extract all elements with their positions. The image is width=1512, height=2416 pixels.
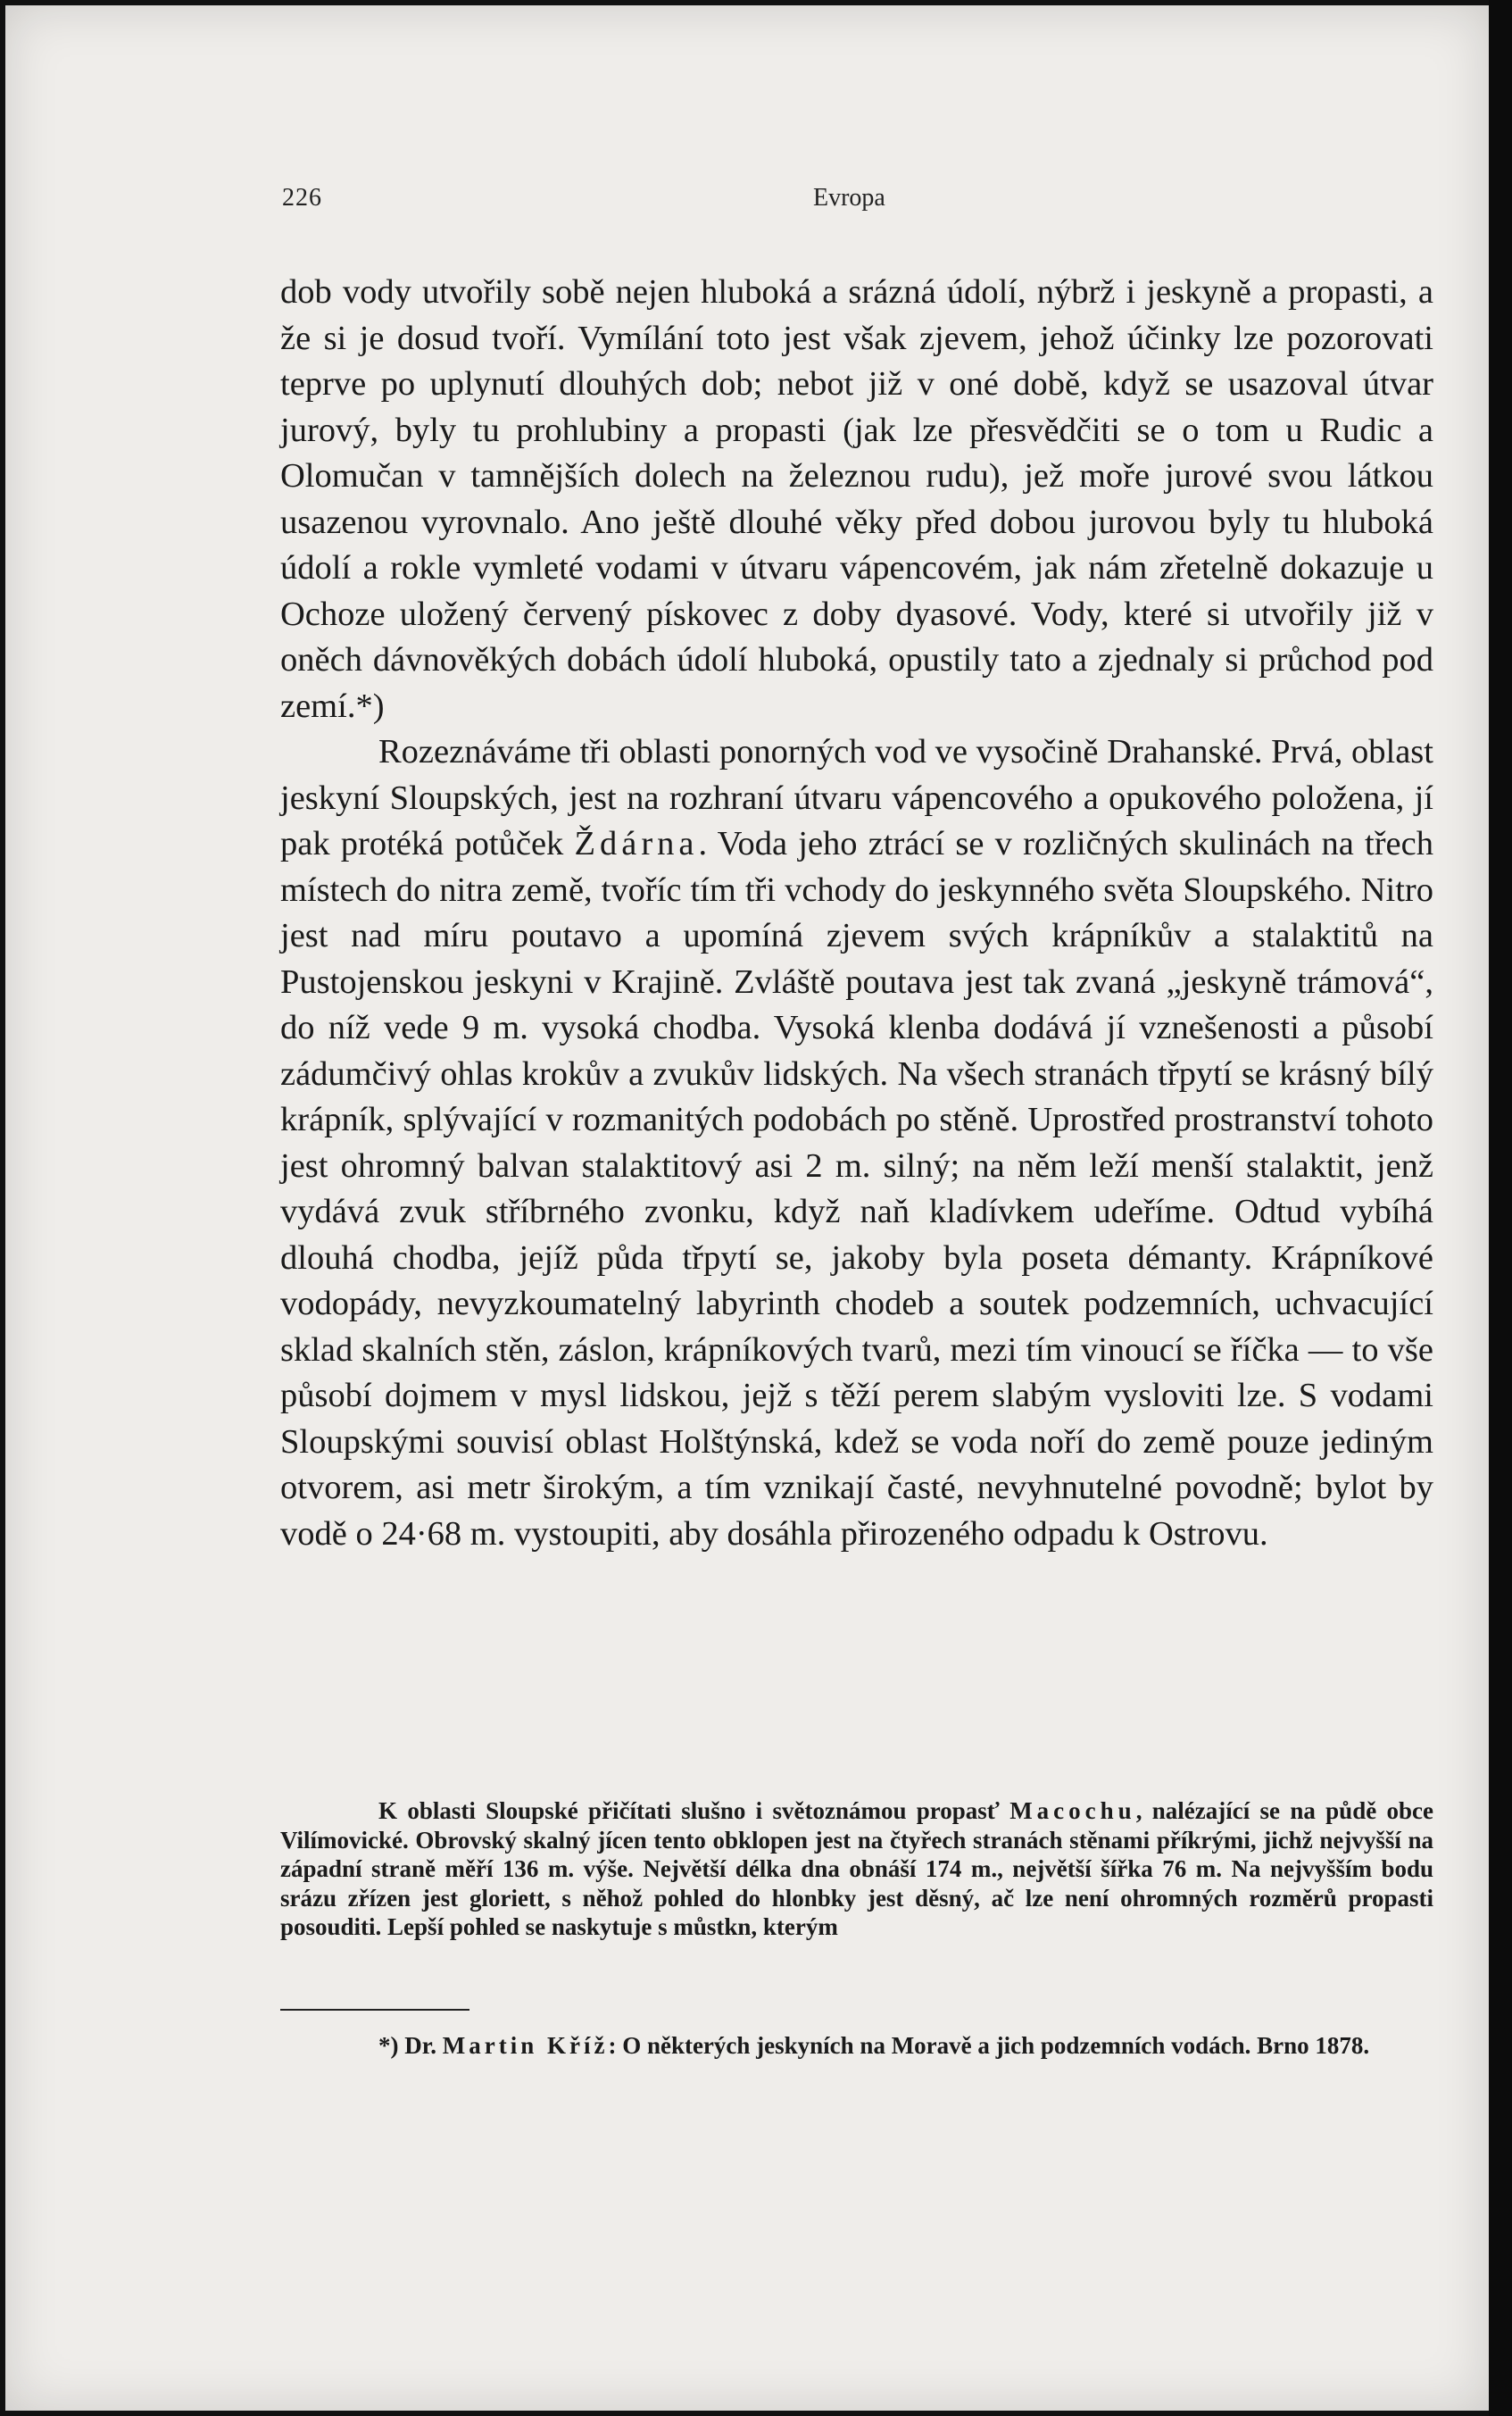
paragraph-2 <box>280 729 1433 1557</box>
footnote <box>280 2030 1433 2061</box>
paragraph-2-start: Rozeznáváme tři oblasti ponorných vod ve vysočině Drahanské. Prvá, oblast jeskyní Sloupských, jest na rozhraní útvaru vápencového a opukového položena, jí pak protéká potůček <box>280 733 1433 862</box>
footnote-marker: *) Dr. <box>378 2032 443 2059</box>
paragraph-1: dob vody utvořily sobě nejen hluboká a srázná údolí, nýbrž i jeskyně a propasti, a že si je dosud tvoří. Vymílání toto jest však zjevem, jehož účinky lze pozorovati teprve po uplynutí dlouhých dob; nebot již v oné době, když se usazoval útvar jurový, byly tu prohlubiny a propasti (jak lze přesvědčiti se o tom u Rudic a Olomučan v tamnějších dolech na železnou rudu), jež moře jurové svou látkou usazenou vyrovnalo. Ano ještě dlouhé věky před dobou jurovou byly tu hluboká údolí a rokle vymleté vodami v útvaru vápencovém, jak nám zřetelně dokazuje u Ochoze uložený červený pískovec z doby dyasové. Vody, které si utvořily již v oněch dávnověkých dobách údolí hluboká, opustily tato a zjednaly si průchod pod zemí.*) <box>280 273 1433 725</box>
note-start: K oblasti Sloupské přičítati slušno i světoznámou propasť <box>378 1797 1010 1824</box>
page-header <box>282 184 1433 220</box>
book-page <box>5 5 1489 2411</box>
page-number: 226 <box>282 184 322 212</box>
footnote-author: Martin Kříž <box>442 2032 609 2059</box>
main-text <box>280 270 1433 1557</box>
small-print-note <box>280 1796 1433 1942</box>
paragraph-2-rest: . Voda jeho ztrácí se v rozličných skulinách na třech místech do nitra země, tvoříc tím tři vchody do jeskynného světa Sloupského. Nitro jest nad míru poutavo a upomíná zjevem svých krápníkův a stalaktitů na Pustojenskou jeskyni v Krajině. Zvláště poutava jest tak zvaná „jeskyně trámová“, do níž vede 9 m. vysoká chodba. Vysoká klenba dodává jí vznešenosti a působí zádumčivý ohlas krokův a zvukův lidských. Na všech stranách třpytí se krásný bílý krápník, splývající v rozmanitých podobách po stěně. Uprostřed prostranství tohoto jest ohromný balvan stalaktitový asi 2 m. silný; na něm leží menší stalaktit, jenž vydává zvuk stříbrného zvonku, když naň kladívkem udeříme. Odtud vybíhá dlouhá chodba, jejíž půda třpytí se, jakoby byla poseta démanty. Krápníkové vodopády, nevyzkoumatelný labyrinth chodeb a soutek podzemních, uchvacující sklad skalních stěn, záslon, krápníkových tvarů, mezi tím vinoucí se říčka — to vše působí dojmem v mysl lidskou, jejž s těží perem slabým vysloviti lze. S vodami Sloupskými souvisí oblast Holštýnská, kdež se voda noří do země pouze jediným otvorem, asi metr širokým, a tím vznikají časté, nevyhnutelné povodně; bylot by vodě o 24·68 m. vystoupiti, aby dosáhla přirozeného odpadu k Ostrovu. <box>280 825 1433 1553</box>
note-rest: , nalézající se na půdě obce Vilímovické. Obrovský skalný jícen tento obklopen jest na čtyřech stranách stěnami příkrými, jichž nejvyšší na západní straně měří 136 m. výše. Největší délka dna obnáší 174 m., největší šířka 76 m. Na nejvyšším bodu srázu zřízen jest gloriett, s něhož pohled do hlonbky jest děsný, ač lze není ohromných rozměrů propasti posouditi. Lepší pohled se naskytuje s můstkn, kterým <box>280 1797 1433 1940</box>
footnote-divider <box>280 2009 469 2011</box>
scan-edge <box>1489 0 1512 2416</box>
running-head: Evropa <box>813 184 885 212</box>
stream-name: Ždárna <box>574 825 699 862</box>
footnote-text: : O některých jeskyních na Moravě a jich podzemních vodách. Brno 1878. <box>608 2032 1370 2059</box>
footnote-paragraph <box>280 2030 1433 2061</box>
macocha-name: Macochu <box>1009 1797 1136 1824</box>
note-paragraph <box>280 1796 1433 1942</box>
